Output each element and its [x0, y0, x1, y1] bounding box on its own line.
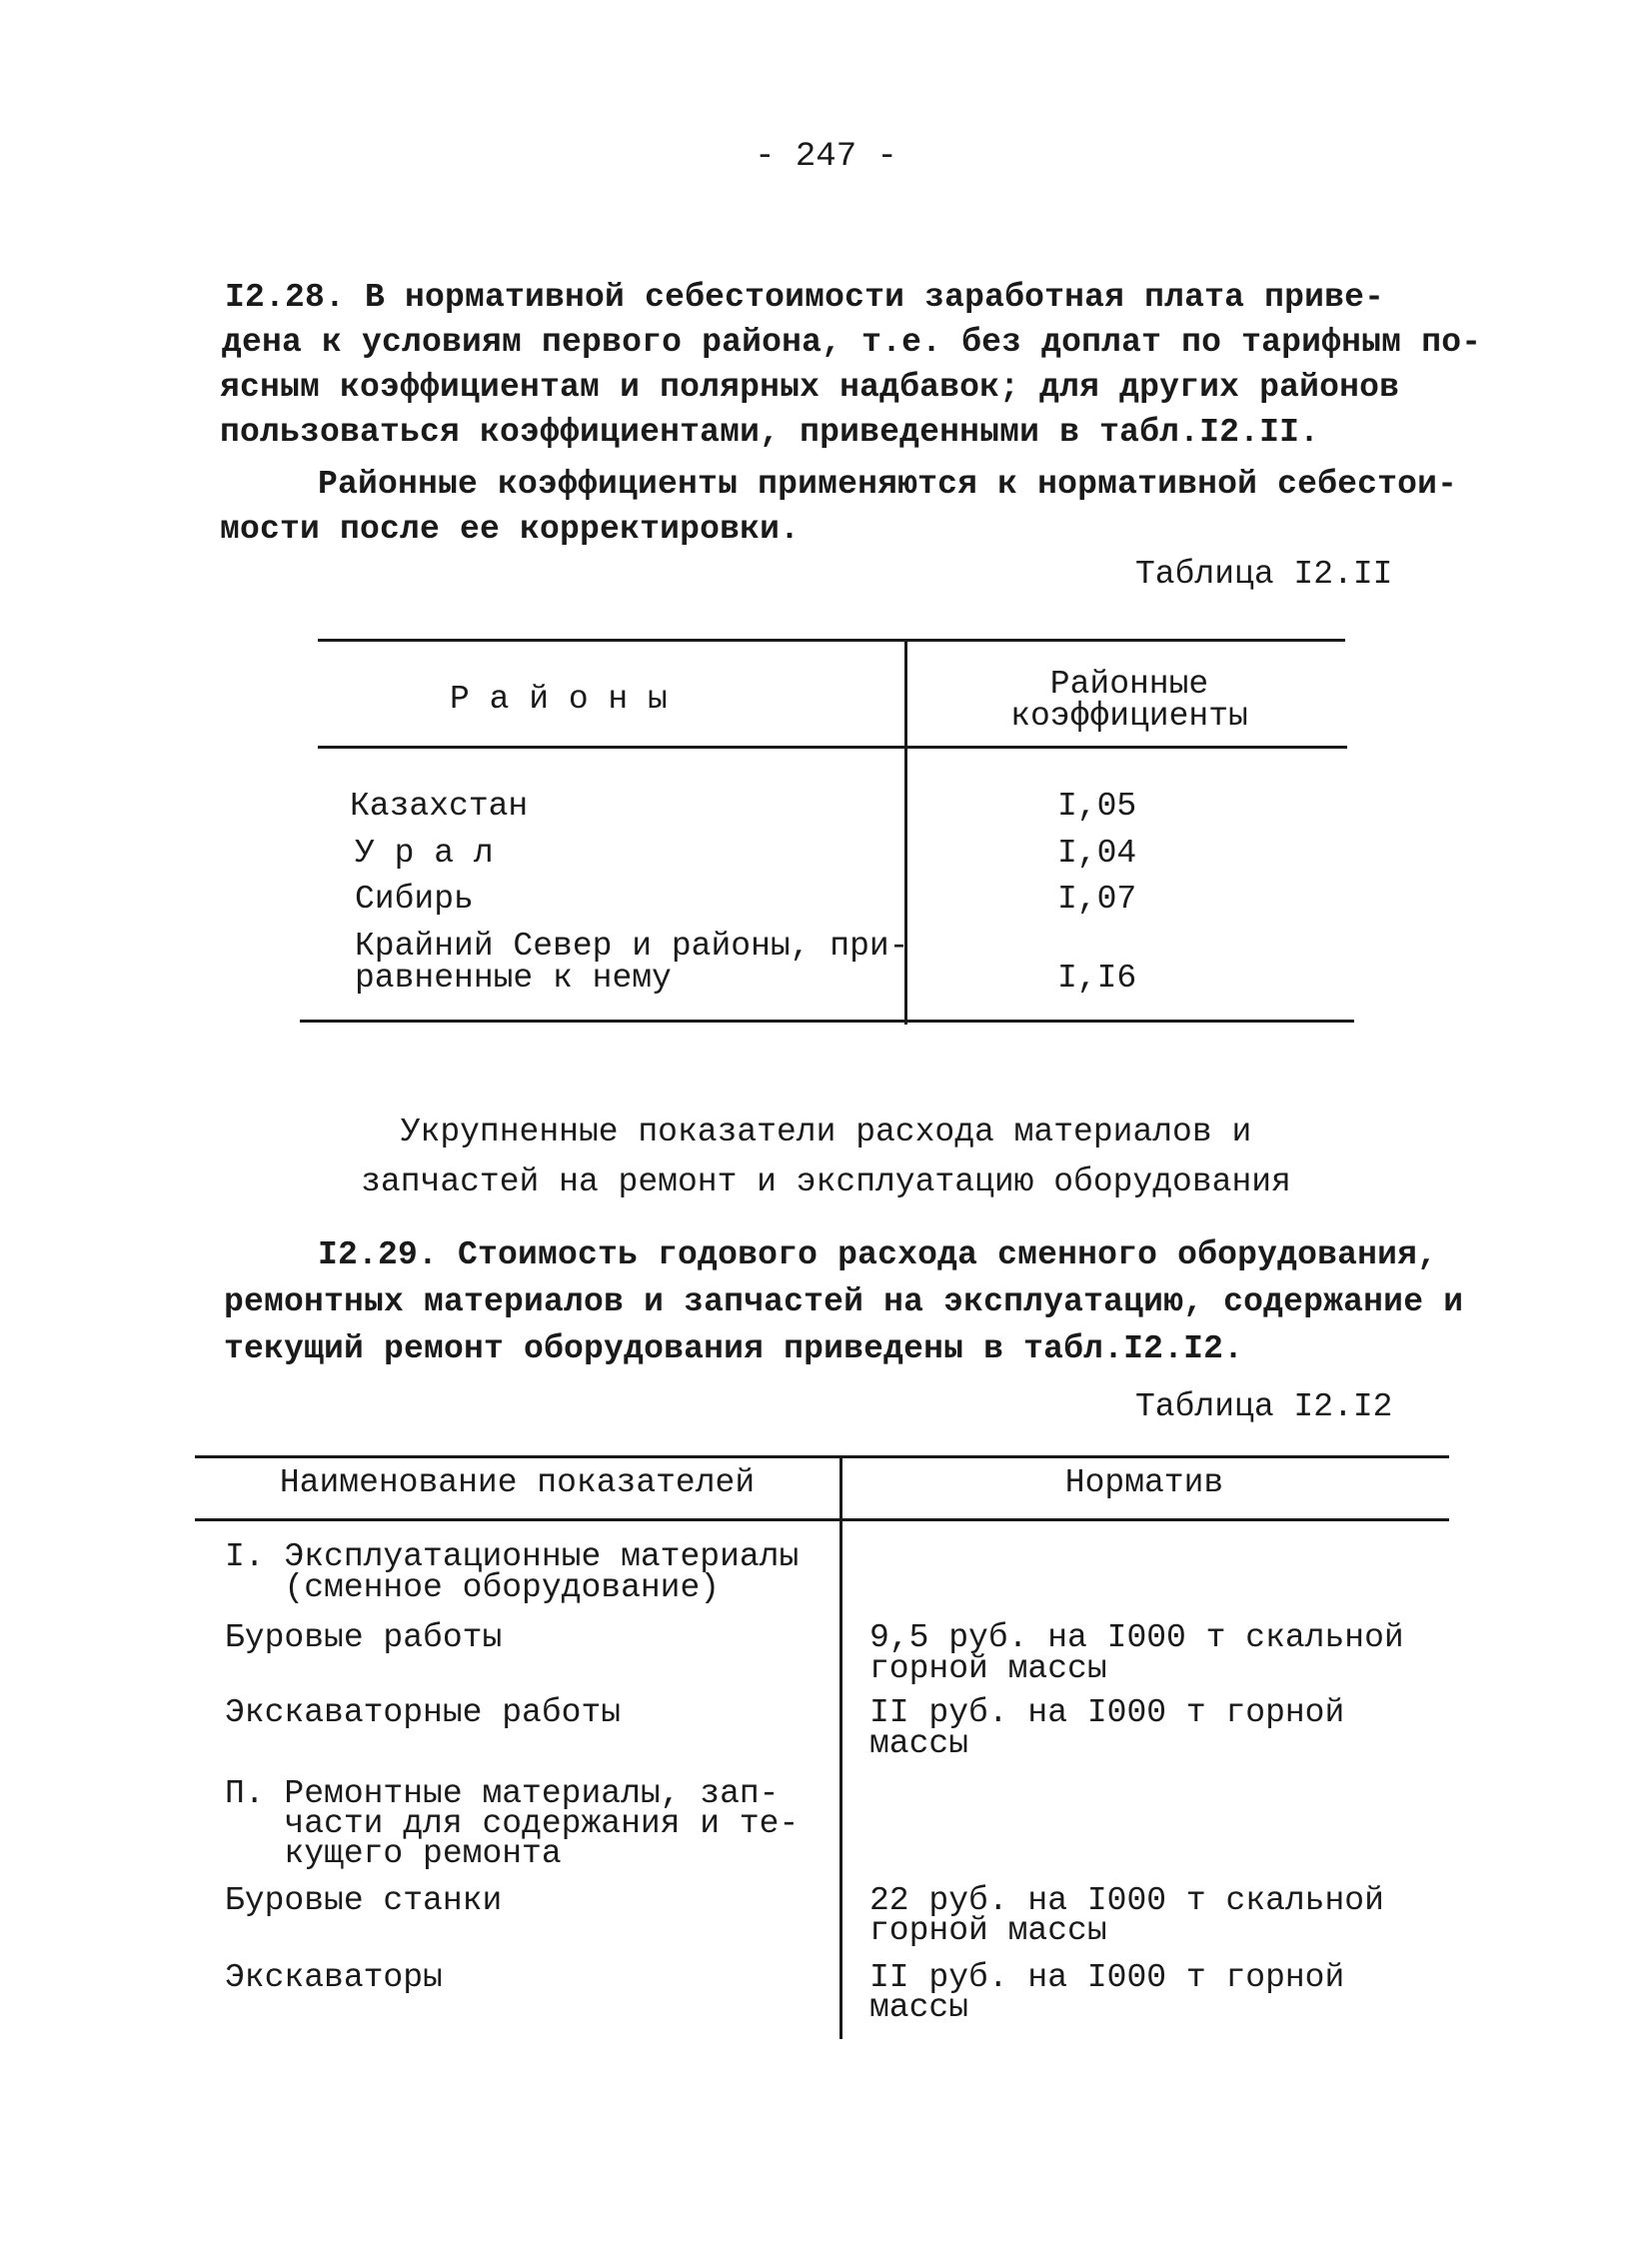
table-12-11-coef-ural: I,04 [1057, 835, 1137, 872]
table-12-12-row-2-norm-line-1: 9,5 руб. на I000 т скальной [869, 1619, 1404, 1656]
table-12-12-row-6-name: Экскаваторы [225, 1959, 443, 1996]
table-12-12-header-norm: Норматив [1064, 1464, 1224, 1501]
table-12-12-row-4-name-line-3: кущего ремонта [225, 1835, 562, 1872]
table-12-12-top-rule [195, 1455, 1449, 1458]
section-heading-line-1: Укрупненные показатели расхода материалов и [400, 1114, 1252, 1150]
table-12-12-header-rule [195, 1518, 1449, 1521]
paragraph-12-28-line-3: ясным коэффициентам и полярных надбавок; для других районов [220, 369, 1400, 406]
paragraph-12-29-line-1: I2.29. Стоимость годового расхода сменного оборудования, [318, 1236, 1438, 1273]
table-12-12-header-name: Наименование показателей [279, 1464, 756, 1501]
paragraph-12-29-line-2: ремонтных материалов и запчастей на эксплуатацию, содержание и [224, 1283, 1464, 1320]
table-12-11-coef-kazakhstan: I,05 [1057, 788, 1137, 825]
table-12-11-column-divider [904, 641, 907, 1025]
table-12-11-header-coef-line-1: Районные [1049, 666, 1209, 703]
table-12-11-coef-far-north: I,I6 [1057, 960, 1137, 997]
page-number: - 247 - [755, 138, 897, 176]
paragraph-12-28-line-2: дена к условиям первого района, т.е. без доплат по тарифным по- [222, 324, 1482, 361]
paragraph-regional-line-1: Районные коэффициенты применяются к нормативной себестои- [318, 466, 1458, 503]
table-12-12-column-divider [839, 1457, 842, 2039]
table-12-12-row-3-norm-line-1: II руб. на I000 т горной [869, 1694, 1345, 1731]
table-12-12-row-4-name-line-1: П. Ремонтные материалы, зап- [225, 1775, 780, 1812]
table-12-11-coef-siberia: I,07 [1057, 881, 1137, 918]
table-12-11-region-siberia: Сибирь [355, 881, 474, 918]
table-12-11-top-rule [318, 639, 1345, 642]
table-12-12-row-1-name-line-1: I. Эксплуатационные материалы [225, 1538, 800, 1575]
table-12-12-row-3-name: Экскаваторные работы [225, 1694, 622, 1731]
table-12-12-row-5-norm-line-1: 22 руб. на I000 т скальной [869, 1882, 1384, 1919]
table-12-11-region-far-north-line-1: Крайний Север и районы, при- [355, 928, 909, 965]
section-heading-line-2: запчастей на ремонт и эксплуатацию оборудования [361, 1163, 1291, 1200]
table-12-11-header-rule [318, 746, 1347, 749]
table-12-11-region-kazakhstan: Казахстан [350, 788, 529, 825]
paragraph-regional-line-2: мости после ее корректировки. [220, 511, 801, 548]
table-12-12-row-2-name: Буровые работы [225, 1619, 503, 1656]
table-12-11-region-ural: У р а л [355, 835, 494, 872]
table-12-12-caption: Таблица I2.I2 [1135, 1388, 1393, 1425]
table-12-12-row-2-norm-line-2: горной массы [869, 1650, 1107, 1687]
paragraph-12-29-line-3: текущий ремонт оборудования приведены в табл.I2.I2. [224, 1330, 1244, 1367]
table-12-11-region-far-north-line-2: равненные к нему [355, 960, 672, 997]
table-12-12-row-6-norm-line-2: массы [869, 1989, 969, 2026]
table-12-12-row-4-name-line-2: части для содержания и те- [225, 1805, 800, 1842]
paragraph-12-28-line-4: пользоваться коэффициентами, приведенными в табл.I2.II. [220, 414, 1320, 451]
table-12-11-header-coef-line-2: коэффициенты [1010, 698, 1248, 735]
table-12-12-row-3-norm-line-2: массы [869, 1725, 969, 1762]
paragraph-12-28-line-1: I2.28. В нормативной себестоимости заработная плата приве- [225, 279, 1385, 316]
table-12-11-header-regions: Р а й о н ы [450, 681, 668, 718]
table-12-12-row-5-name: Буровые станки [225, 1882, 503, 1919]
table-12-12-row-1-name-line-2: (сменное оборудование) [225, 1569, 721, 1606]
table-12-12-row-6-norm-line-1: II руб. на I000 т горной [869, 1959, 1345, 1996]
table-12-11-bottom-rule [300, 1020, 1354, 1023]
table-12-12-row-5-norm-line-2: горной массы [869, 1912, 1107, 1949]
table-12-11-caption: Таблица I2.II [1135, 556, 1393, 593]
